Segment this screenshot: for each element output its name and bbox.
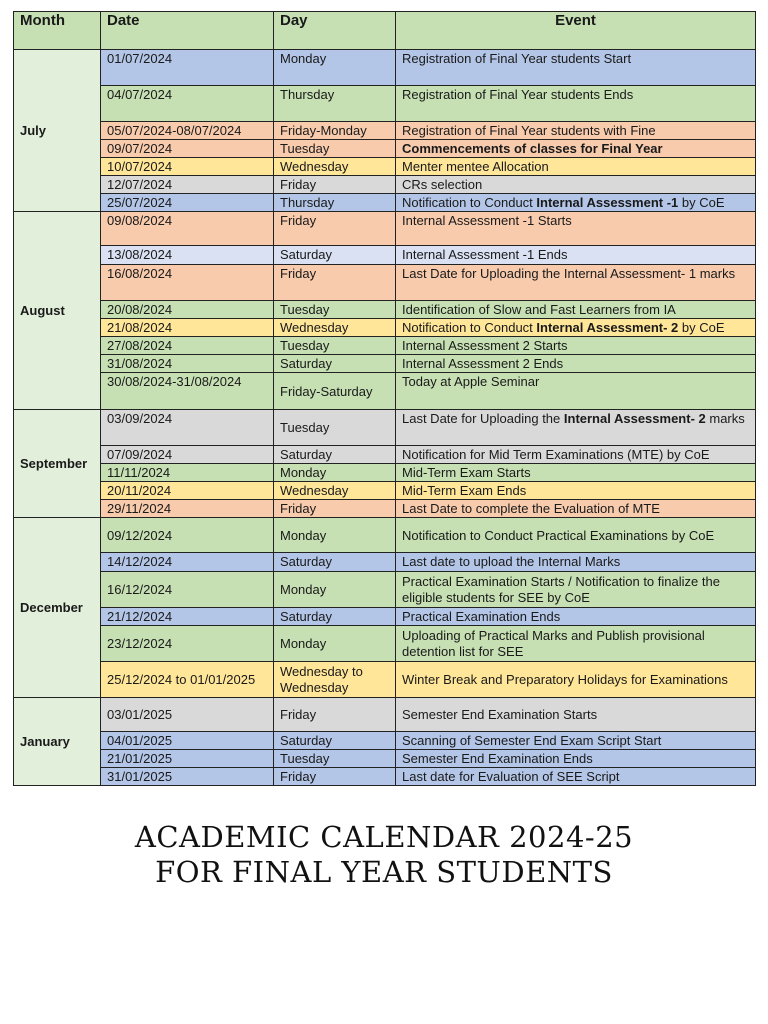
event-cell [396,86,756,122]
event-cell [396,608,756,626]
day-cell: Friday [274,768,396,786]
table-row [14,122,756,140]
date-cell: 09/07/2024 [101,140,274,158]
table-row [14,158,756,176]
date-cell: 30/08/2024-31/08/2024 [101,373,274,410]
calendar-title [0,820,768,890]
day-cell: Saturday [274,608,396,626]
table-row [14,337,756,355]
table-row [14,500,756,518]
date-cell: 05/07/2024-08/07/2024 [101,122,274,140]
event-text: Notification to Conduct Practical Examinations by CoE [402,527,715,543]
day-cell: Friday-Saturday [274,373,396,410]
event-text: CRs selection [402,177,483,192]
table-row [14,446,756,464]
event-cell [396,176,756,194]
month-cell: September [14,410,101,518]
date-cell: 31/08/2024 [101,355,274,373]
event-text: Uploading of Practical Marks and Publish provisional detention list for SEE [402,628,705,659]
event-text: Internal Assessment 2 Starts [402,338,568,353]
event-text: Last date for Evaluation of SEE Script [402,769,620,784]
day-cell: Saturday [274,246,396,265]
event-text: Menter mentee Allocation [402,159,549,174]
day-cell: Wednesday [274,319,396,337]
event-cell [396,626,756,662]
date-cell: 16/12/2024 [101,572,274,608]
day-cell: Tuesday [274,410,396,446]
day-cell: Monday [274,464,396,482]
event-cell [396,500,756,518]
event-text: Last Date to complete the Evaluation of MTE [402,501,660,516]
month-cell: December [14,518,101,698]
day-cell: Saturday [274,355,396,373]
day-cell: Thursday [274,86,396,122]
day-cell: Friday [274,698,396,732]
table-row [14,464,756,482]
event-cell [396,337,756,355]
table-row [14,301,756,319]
date-cell: 07/09/2024 [101,446,274,464]
table-row [14,572,756,608]
month-cell: July [14,50,101,212]
date-cell: 04/07/2024 [101,86,274,122]
event-cell [396,301,756,319]
event-cell [396,194,756,212]
event-cell [396,140,756,158]
date-cell: 21/01/2025 [101,750,274,768]
event-text: Practical Examination Ends [402,609,561,624]
event-text: Winter Break and Preparatory Holidays for Examinations [402,672,728,687]
event-cell [396,122,756,140]
event-text: Registration of Final Year students Ends [402,87,634,102]
table-row [14,319,756,337]
day-cell: Tuesday [274,301,396,319]
day-cell: Wednesday [274,482,396,500]
date-cell: 11/11/2024 [101,464,274,482]
event-cell [396,572,756,608]
day-cell: Tuesday [274,337,396,355]
event-text: Internal Assessment -1 Starts [402,213,572,228]
day-cell: Wednesday to Wednesday [274,662,396,698]
month-column-header: Month [14,12,101,50]
table-row [14,212,756,246]
month-cell: January [14,698,101,786]
table-row [14,732,756,750]
date-cell: 23/12/2024 [101,626,274,662]
date-cell: 27/08/2024 [101,337,274,355]
event-cell [396,698,756,732]
table-row [14,50,756,86]
event-text: by CoE [678,320,725,335]
event-cell [396,373,756,410]
table-row [14,553,756,572]
event-cell [396,50,756,86]
event-text: by CoE [678,195,725,210]
table-row [14,373,756,410]
date-cell: 25/12/2024 to 01/01/2025 [101,662,274,698]
date-cell: 29/11/2024 [101,500,274,518]
event-text: Mid-Term Exam Starts [402,465,531,480]
event-text: Semester End Examination Ends [402,751,593,766]
date-cell: 09/12/2024 [101,518,274,553]
day-cell: Tuesday [274,750,396,768]
date-cell: 25/07/2024 [101,194,274,212]
date-cell: 03/01/2025 [101,698,274,732]
day-cell: Wednesday [274,158,396,176]
date-cell: 03/09/2024 [101,410,274,446]
day-cell: Monday [274,626,396,662]
event-text: Notification to Conduct [402,195,537,210]
event-cell [396,482,756,500]
event-text: Notification for Mid Term Examinations (MTE) by CoE [402,447,710,462]
event-cell [396,265,756,301]
date-cell: 09/08/2024 [101,212,274,246]
event-cell [396,518,756,553]
event-text: Notification to Conduct [402,320,537,335]
date-cell: 21/12/2024 [101,608,274,626]
date-cell: 21/08/2024 [101,319,274,337]
day-cell: Friday [274,176,396,194]
event-cell [396,319,756,337]
day-cell: Friday [274,500,396,518]
day-cell: Saturday [274,732,396,750]
event-cell [396,355,756,373]
date-cell: 12/07/2024 [101,176,274,194]
header-row [14,12,756,50]
date-cell: 01/07/2024 [101,50,274,86]
table-row [14,246,756,265]
date-cell: 20/11/2024 [101,482,274,500]
event-text: Semester End Examination Starts [402,707,598,722]
event-cell [396,732,756,750]
event-text: Registration of Final Year students with Fine [402,123,656,138]
table-row [14,626,756,662]
table-row [14,662,756,698]
day-cell: Saturday [274,553,396,572]
date-cell: 20/08/2024 [101,301,274,319]
day-cell: Friday-Monday [274,122,396,140]
table-row [14,355,756,373]
calendar-body [14,50,756,786]
event-text: Internal Assessment -1 Ends [402,247,568,262]
event-text: Scanning of Semester End Exam Script Start [402,733,662,748]
event-cell [396,246,756,265]
table-row [14,86,756,122]
title-line-2: FOR FINAL YEAR STUDENTS [155,855,613,889]
event-text: Identification of Slow and Fast Learners from IA [402,302,676,317]
event-column-header: Event [396,12,756,50]
table-row [14,750,756,768]
day-cell: Tuesday [274,140,396,158]
event-text-bold: Commencements of classes for Final Year [402,141,663,156]
event-cell [396,446,756,464]
event-cell [396,750,756,768]
day-cell: Friday [274,265,396,301]
date-column-header: Date [101,12,274,50]
table-row [14,608,756,626]
event-text: Practical Examination Starts / Notification to finalize the eligible students for SEE by CoE [402,574,720,605]
event-text-bold: Internal Assessment- 2 [536,320,679,335]
event-text-bold: Internal Assessment -1 [536,195,679,210]
event-text: Last date to upload the Internal Marks [402,554,621,569]
event-cell [396,410,756,446]
event-text: Mid-Term Exam Ends [402,483,527,498]
date-cell: 04/01/2025 [101,732,274,750]
table-row [14,482,756,500]
event-cell [396,662,756,698]
academic-calendar-table [13,11,756,786]
table-row [14,410,756,446]
date-cell: 10/07/2024 [101,158,274,176]
event-cell [396,464,756,482]
title-line-1: ACADEMIC CALENDAR 2024-25 [134,820,634,854]
date-cell: 31/01/2025 [101,768,274,786]
date-cell: 14/12/2024 [101,553,274,572]
date-cell: 13/08/2024 [101,246,274,265]
date-cell: 16/08/2024 [101,265,274,301]
day-cell: Monday [274,50,396,86]
event-cell [396,158,756,176]
day-cell: Monday [274,572,396,608]
day-cell: Thursday [274,194,396,212]
day-cell: Saturday [274,446,396,464]
event-cell [396,768,756,786]
table-row [14,265,756,301]
table-row [14,194,756,212]
table-row [14,518,756,553]
event-text: Today at Apple Seminar [402,374,540,389]
day-cell: Monday [274,518,396,553]
month-cell: August [14,212,101,410]
event-text: marks [705,411,745,426]
table-row [14,768,756,786]
event-cell [396,553,756,572]
event-text-bold: Internal Assessment- 2 [563,411,706,426]
day-column-header: Day [274,12,396,50]
event-text: Last Date for Uploading the Internal Assessment- 1 marks [402,266,736,281]
event-text: Last Date for Uploading the [402,411,564,426]
table-row [14,140,756,158]
day-cell: Friday [274,212,396,246]
event-text: Registration of Final Year students Start [402,51,632,66]
table-row [14,698,756,732]
event-text: Internal Assessment 2 Ends [402,356,564,371]
table-row [14,176,756,194]
event-cell [396,212,756,246]
